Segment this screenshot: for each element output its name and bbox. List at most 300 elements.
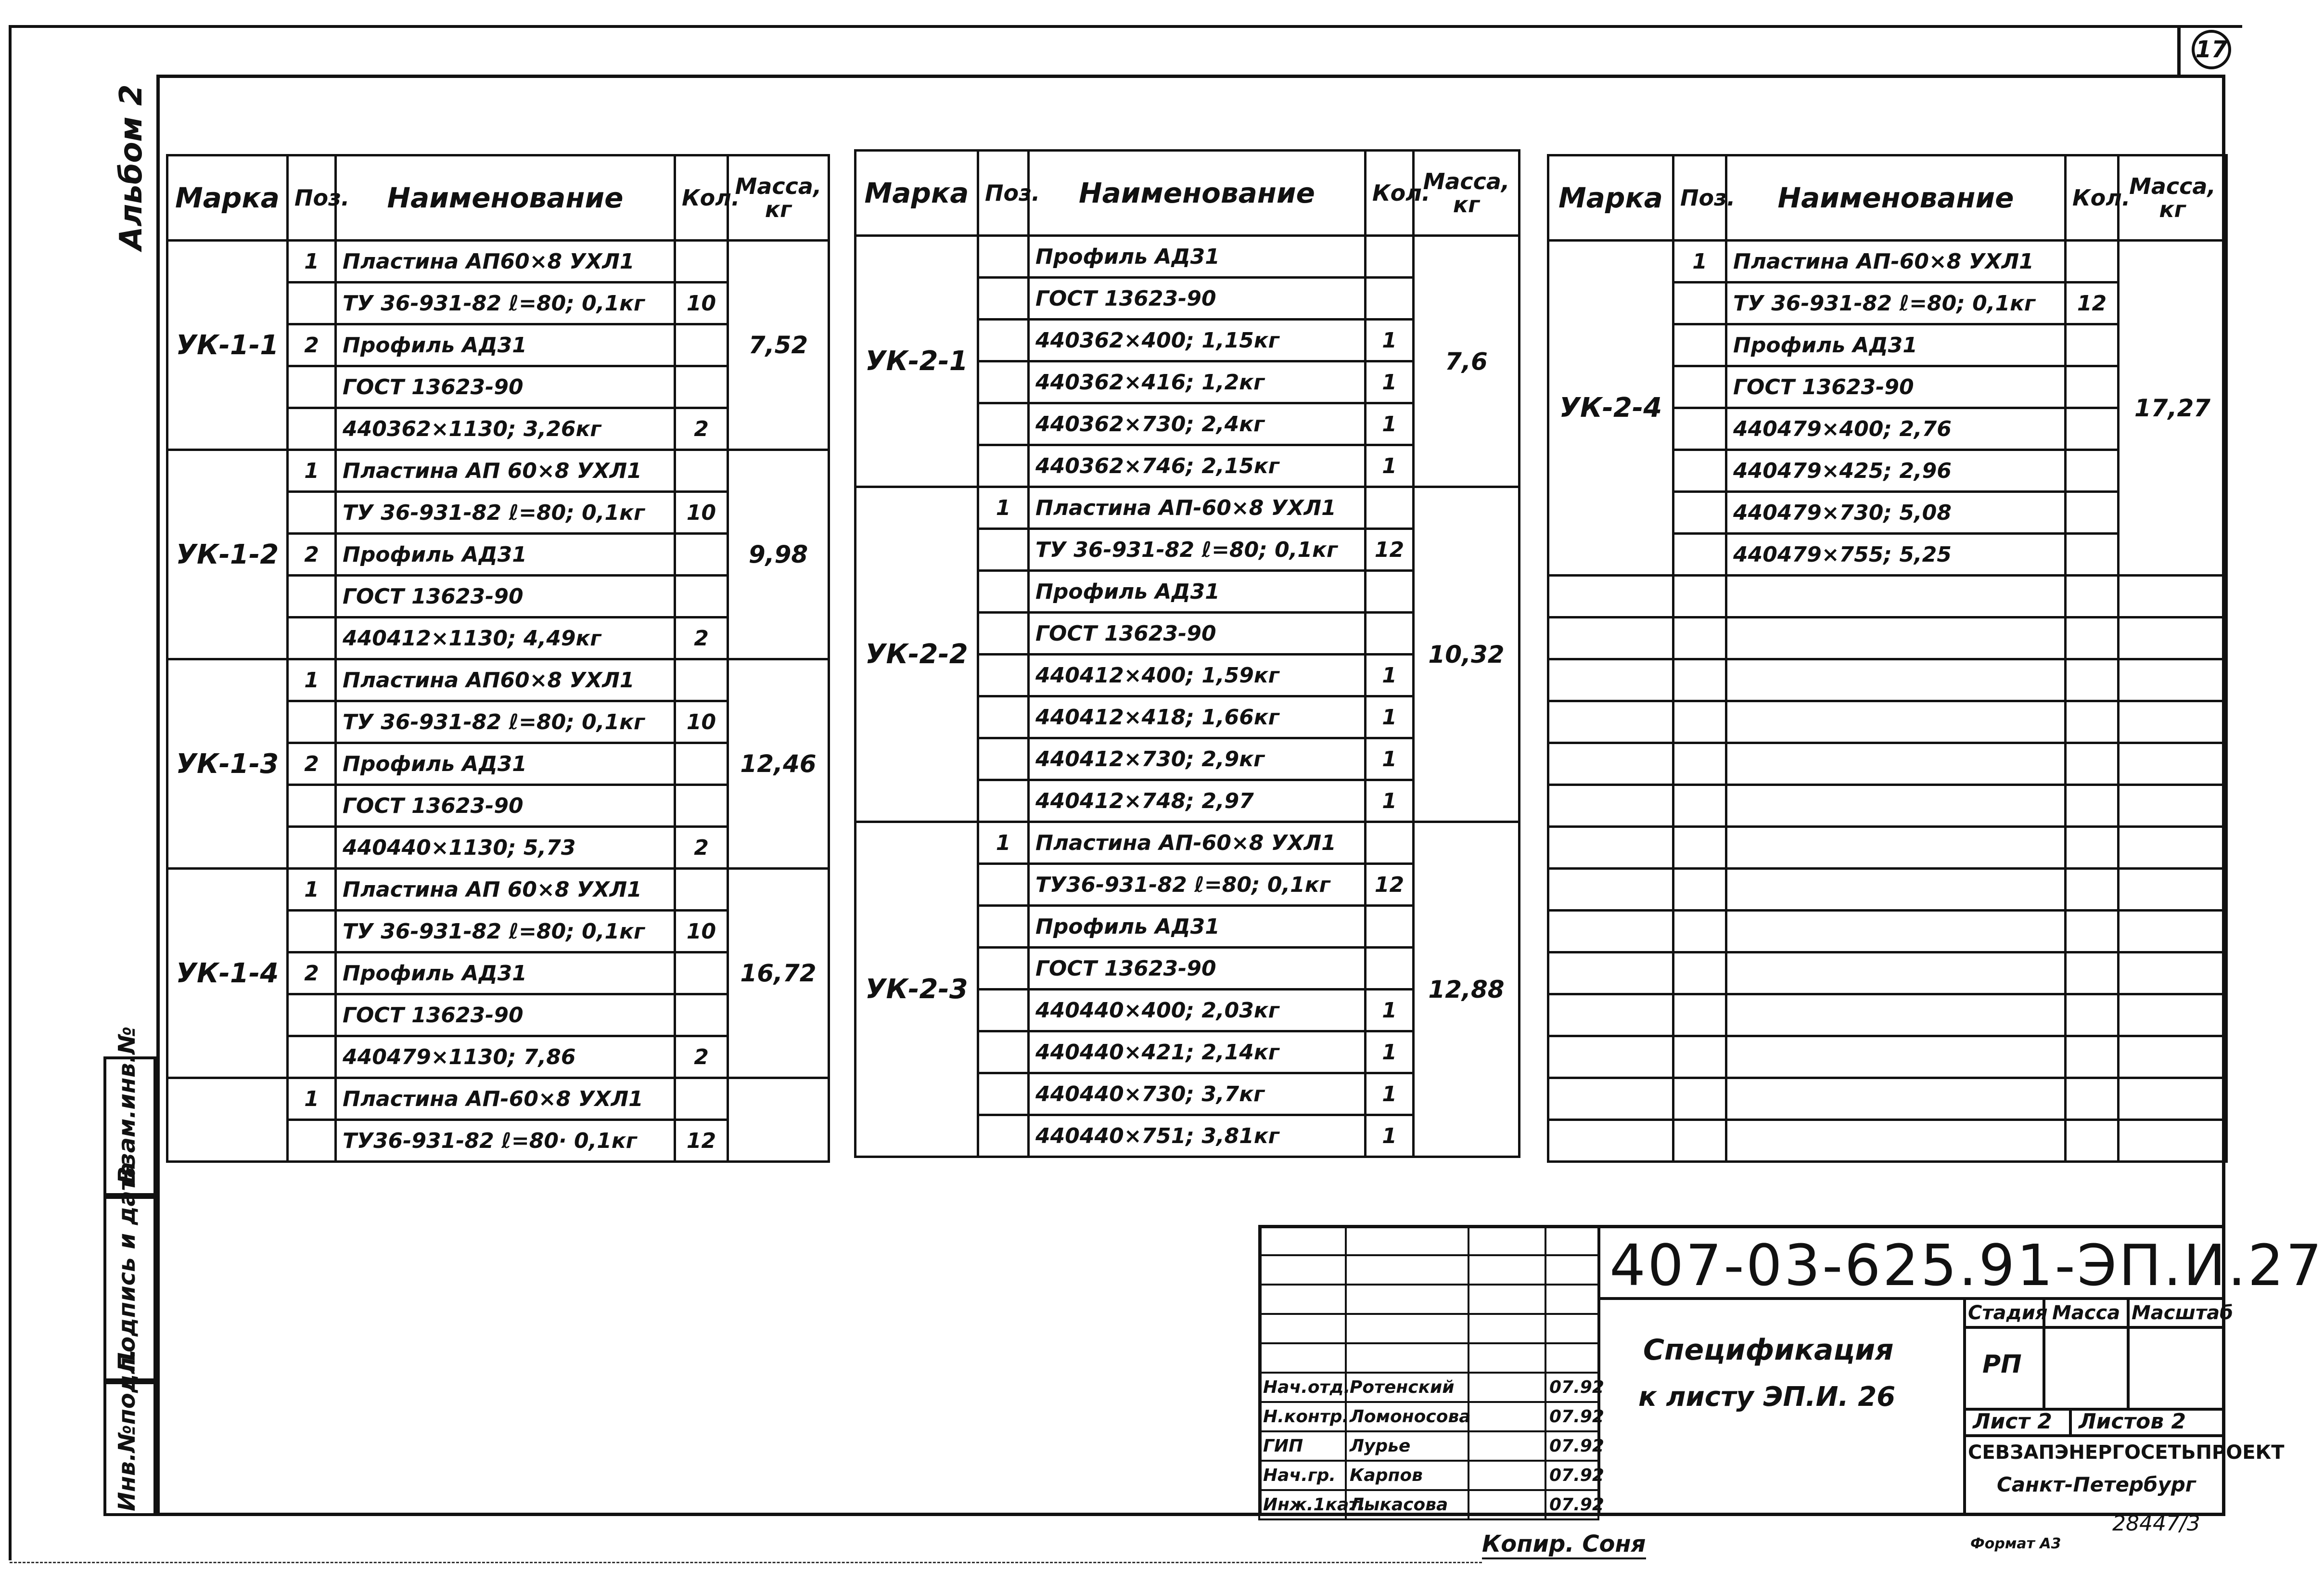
cell-name: Пластина АП-60×8 УХЛ1 (336, 1078, 675, 1120)
empty-cell (1673, 785, 1726, 827)
cell-qty: 1 (1366, 320, 1414, 361)
header-pos: Поз. (1673, 155, 1726, 241)
cell-name: 440440×400; 2,03кг (1029, 990, 1366, 1031)
spec-table-2 (854, 149, 1520, 1158)
cell-pos: 2 (288, 952, 336, 994)
signer-name: Ломоносова (1346, 1402, 1468, 1431)
document-code: 407-03-625.91-ЭП.И.27 (1609, 1232, 2324, 1299)
cell-pos (1673, 324, 1726, 366)
header-mark: Марка (167, 155, 288, 241)
cell-name: Пластина АП-60×8 УХЛ1 (1029, 487, 1366, 529)
cell-name: ТУ36-931-82 ℓ=80· 0,1кг (336, 1120, 675, 1162)
cell-name: Пластина АП60×8 УХЛ1 (336, 241, 675, 283)
stage-header-line (1963, 1326, 2225, 1329)
cell-pos (288, 1120, 336, 1162)
empty-cell (1548, 617, 1673, 659)
cell-qty: 1 (1366, 780, 1414, 822)
cell-qty (1366, 613, 1414, 655)
stamp-blank-row (1259, 1343, 1598, 1373)
signer-date: 07.92 (1545, 1402, 1598, 1431)
sidebar-inv-orig: Инв.№подл. (114, 1349, 140, 1511)
cell-qty (1366, 278, 1414, 320)
cell-pos (978, 278, 1029, 320)
empty-row (1548, 785, 2227, 827)
empty-cell (1726, 576, 2066, 617)
cell-name: ТУ36-931-82 ℓ=80; 0,1кг (1029, 864, 1366, 906)
cell-pos (978, 613, 1029, 655)
cell-mark (167, 1078, 288, 1162)
cell-mass: 16,72 (728, 869, 829, 1078)
empty-cell (1726, 701, 2066, 743)
cell-pos: 1 (288, 241, 336, 283)
cell-name: 440412×748; 2,97 (1029, 780, 1366, 822)
cell-qty (1366, 948, 1414, 990)
cell-qty: 1 (1366, 445, 1414, 487)
empty-cell (1548, 869, 1673, 911)
cell-qty (2066, 450, 2119, 492)
cell-pos (978, 738, 1029, 780)
empty-cell (1673, 1036, 1726, 1078)
empty-cell (1548, 994, 1673, 1036)
empty-cell (1673, 617, 1726, 659)
cell-pos: 1 (288, 1078, 336, 1120)
cell-name: 440362×400; 1,15кг (1029, 320, 1366, 361)
cell-pos (978, 696, 1029, 738)
cell-name: 440479×400; 2,76 (1726, 408, 2066, 450)
cell-pos (978, 1115, 1029, 1157)
empty-cell (1548, 911, 1673, 952)
signer-role: ГИП (1259, 1431, 1346, 1461)
empty-cell (2066, 1078, 2119, 1120)
empty-row (1548, 659, 2227, 701)
cell-qty: 1 (1366, 738, 1414, 780)
sheet-label: Лист 2 (1973, 1409, 2052, 1434)
empty-cell (2066, 869, 2119, 911)
cell-mass: 17,27 (2119, 241, 2227, 576)
header-mass: Масса, кг (728, 155, 829, 241)
empty-cell (2066, 1120, 2119, 1162)
cell-mass: 7,52 (728, 241, 829, 450)
empty-cell (1548, 827, 1673, 869)
stamp-blank-cell (1468, 1226, 1545, 1255)
cell-name: 440412×418; 1,66кг (1029, 696, 1366, 738)
cell-name: 440362×416; 1,2кг (1029, 361, 1366, 403)
archive-number: 28447/3 (2112, 1511, 2200, 1536)
cell-mass: 12,46 (728, 659, 829, 869)
empty-cell (1726, 869, 2066, 911)
empty-row (1548, 827, 2227, 869)
cell-qty (1366, 487, 1414, 529)
cell-qty: 12 (1366, 864, 1414, 906)
cell-qty: 10 (675, 283, 728, 324)
cell-name: 440440×730; 3,7кг (1029, 1073, 1366, 1115)
cell-name: ГОСТ 13623-90 (1029, 613, 1366, 655)
cell-mass: 9,98 (728, 450, 829, 659)
cell-name: 440412×730; 2,9кг (1029, 738, 1366, 780)
empty-row (1548, 701, 2227, 743)
cell-pos: 1 (978, 822, 1029, 864)
cell-qty (675, 869, 728, 911)
cell-qty: 1 (1366, 403, 1414, 445)
cell-pos (288, 366, 336, 408)
cell-name: 440362×1130; 3,26кг (336, 408, 675, 450)
cell-name: ТУ 36-931-82 ℓ=80; 0,1кг (336, 701, 675, 743)
empty-cell (1673, 1120, 1726, 1162)
empty-cell (2119, 659, 2227, 701)
cell-qty (1366, 236, 1414, 278)
cell-pos (978, 403, 1029, 445)
stamp-blank-cell (1346, 1285, 1468, 1314)
signer-signature (1468, 1490, 1545, 1519)
spec-table-1 (166, 154, 830, 1163)
cell-pos (288, 994, 336, 1036)
cell-name: 440479×730; 5,08 (1726, 492, 2066, 534)
cell-name: ТУ 36-931-82 ℓ=80; 0,1кг (1029, 529, 1366, 571)
stamp-blank-cell (1545, 1285, 1598, 1314)
cell-pos (978, 990, 1029, 1031)
cell-name: 440479×755; 5,25 (1726, 534, 2066, 576)
cell-qty (675, 994, 728, 1036)
cell-name: 440440×1130; 5,73 (336, 827, 675, 869)
scale-col-line (2127, 1297, 2130, 1408)
table-row (856, 822, 1520, 864)
empty-cell (2119, 785, 2227, 827)
empty-cell (1548, 659, 1673, 701)
cell-qty: 1 (1366, 1073, 1414, 1115)
cell-pos (978, 780, 1029, 822)
spec-title: Спецификация (1643, 1333, 1894, 1367)
cell-name: ТУ 36-931-82 ℓ=80; 0,1кг (336, 911, 675, 952)
cell-pos: 2 (288, 324, 336, 366)
cell-qty: 2 (675, 1036, 728, 1078)
signer-role: Н.контр. (1259, 1402, 1346, 1431)
empty-cell (2066, 659, 2119, 701)
cell-mark: УК-1-4 (167, 869, 288, 1078)
sheet-bottom-line (1963, 1434, 2225, 1437)
cell-qty: 10 (675, 911, 728, 952)
signer-date: 07.92 (1545, 1373, 1598, 1402)
cell-qty (675, 1078, 728, 1120)
cell-pos (288, 492, 336, 534)
empty-cell (1726, 952, 2066, 994)
table-row (167, 241, 829, 283)
cell-name: Пластина АП-60×8 УХЛ1 (1029, 822, 1366, 864)
cell-qty (2066, 408, 2119, 450)
cell-qty (2066, 366, 2119, 408)
stamp-blank-cell (1259, 1343, 1346, 1373)
cell-qty: 1 (1366, 696, 1414, 738)
empty-cell (1548, 1036, 1673, 1078)
stamp-blank-cell (1259, 1226, 1346, 1255)
scale-label: Масштаб (2132, 1302, 2234, 1324)
empty-cell (2119, 994, 2227, 1036)
cell-pos: 1 (978, 487, 1029, 529)
cell-name: 440362×746; 2,15кг (1029, 445, 1366, 487)
empty-cell (2066, 827, 2119, 869)
cell-pos (288, 827, 336, 869)
stamp-blank-cell (1545, 1343, 1598, 1373)
table-row (167, 450, 829, 492)
empty-cell (1548, 785, 1673, 827)
empty-row (1548, 576, 2227, 617)
table-row (167, 659, 829, 701)
empty-cell (2066, 1036, 2119, 1078)
stamp-blank-cell (1545, 1255, 1598, 1285)
cell-pos (978, 1031, 1029, 1073)
signer-signature (1468, 1431, 1545, 1461)
empty-cell (1673, 659, 1726, 701)
empty-row (1548, 617, 2227, 659)
cell-qty (675, 534, 728, 576)
empty-cell (2066, 701, 2119, 743)
spec-subtitle: к листу ЭП.И. 26 (1638, 1381, 1896, 1413)
cell-name: Профиль АД31 (1726, 324, 2066, 366)
empty-row (1548, 869, 2227, 911)
table-row (856, 487, 1520, 529)
header-mass: Масса, кг (1414, 151, 1520, 236)
empty-cell (1726, 617, 2066, 659)
empty-cell (1726, 994, 2066, 1036)
empty-cell (2119, 952, 2227, 994)
table-header-row (167, 155, 829, 241)
empty-cell (2119, 701, 2227, 743)
mass-label: Масса (2052, 1302, 2120, 1324)
cell-pos (1673, 534, 1726, 576)
cell-qty: 2 (675, 408, 728, 450)
empty-cell (1673, 576, 1726, 617)
empty-cell (1548, 952, 1673, 994)
sheet-number-circle (2192, 30, 2231, 69)
cell-name: ГОСТ 13623-90 (1029, 948, 1366, 990)
album-label: Альбом 2 (114, 84, 149, 250)
left-edge-line (9, 25, 12, 1560)
cell-qty (2066, 492, 2119, 534)
signer-name: Ротенский (1346, 1373, 1468, 1402)
empty-cell (2119, 617, 2227, 659)
empty-cell (1548, 1078, 1673, 1120)
empty-cell (2119, 743, 2227, 785)
cell-pos (288, 617, 336, 659)
signer-row (1259, 1431, 1598, 1461)
cell-mark: УК-2-4 (1548, 241, 1673, 576)
cell-qty (675, 785, 728, 827)
empty-cell (1548, 743, 1673, 785)
stamp-blank-cell (1468, 1255, 1545, 1285)
cell-pos: 2 (288, 743, 336, 785)
cell-name: Профиль АД31 (336, 743, 675, 785)
cell-qty (675, 659, 728, 701)
cell-pos (978, 906, 1029, 948)
org-city: Санкт-Петербург (1997, 1473, 2196, 1496)
stamp-blank-cell (1346, 1226, 1468, 1255)
cell-name: ТУ 36-931-82 ℓ=80; 0,1кг (1726, 283, 2066, 324)
header-name: Наименование (336, 155, 675, 241)
stamp-blank-cell (1259, 1285, 1346, 1314)
empty-row (1548, 743, 2227, 785)
empty-cell (1673, 911, 1726, 952)
stamp-blank-cell (1545, 1314, 1598, 1343)
cell-qty (1366, 822, 1414, 864)
cell-pos (978, 529, 1029, 571)
stage-col-line (1963, 1297, 1966, 1516)
empty-cell (2119, 1036, 2227, 1078)
sheet-number: 17 (2195, 36, 2228, 63)
stamp-blank-row (1259, 1314, 1598, 1343)
cell-mass (728, 1078, 829, 1162)
cell-pos (288, 408, 336, 450)
stamp-blank-row (1259, 1226, 1598, 1255)
cell-pos (978, 571, 1029, 613)
empty-cell (1726, 827, 2066, 869)
empty-cell (1726, 743, 2066, 785)
cell-name: Профиль АД31 (336, 952, 675, 994)
signer-role: Нач.гр. (1259, 1461, 1346, 1490)
empty-row (1548, 911, 2227, 952)
cell-pos (978, 948, 1029, 990)
cell-mark: УК-2-1 (856, 236, 978, 487)
cell-qty (1366, 906, 1414, 948)
stamp-blank-cell (1259, 1255, 1346, 1285)
signer-name: Карпов (1346, 1461, 1468, 1490)
cell-name: Профиль АД31 (1029, 906, 1366, 948)
cell-name: Пластина АП 60×8 УХЛ1 (336, 869, 675, 911)
header-qty: Кол. (2066, 155, 2119, 241)
stamp-blank-cell (1468, 1343, 1545, 1373)
cell-name: Пластина АП-60×8 УХЛ1 (1726, 241, 2066, 283)
cell-qty: 1 (1366, 990, 1414, 1031)
cell-qty: 12 (2066, 283, 2119, 324)
cell-qty: 1 (1366, 1115, 1414, 1157)
cell-name: ТУ 36-931-82 ℓ=80; 0,1кг (336, 283, 675, 324)
signer-role: Инж.1кат. (1259, 1490, 1346, 1519)
signer-signature (1468, 1461, 1545, 1490)
cell-pos (1673, 283, 1726, 324)
table-header-row (1548, 155, 2227, 241)
sheet-col-line (2069, 1408, 2072, 1434)
empty-cell (1726, 911, 2066, 952)
cell-qty (675, 576, 728, 617)
empty-row (1548, 1078, 2227, 1120)
empty-cell (2066, 617, 2119, 659)
cell-name: ГОСТ 13623-90 (336, 576, 675, 617)
cell-pos (288, 701, 336, 743)
empty-cell (1673, 1078, 1726, 1120)
empty-cell (1673, 701, 1726, 743)
empty-cell (2119, 1078, 2227, 1120)
signer-name: Лыкасова (1346, 1490, 1468, 1519)
cell-pos: 1 (1673, 241, 1726, 283)
signer-row (1259, 1373, 1598, 1402)
stamp-blank-cell (1545, 1226, 1598, 1255)
cell-pos (1673, 408, 1726, 450)
empty-cell (2119, 827, 2227, 869)
cell-name: 440440×751; 3,81кг (1029, 1115, 1366, 1157)
cell-mark: УК-2-2 (856, 487, 978, 822)
stamp-blank-row (1259, 1285, 1598, 1314)
cell-pos (978, 445, 1029, 487)
spec-table-3 (1547, 154, 2228, 1163)
sidebar-sign-date: Подпись и дата (114, 1162, 140, 1372)
cell-pos: 2 (288, 534, 336, 576)
cell-qty (2066, 534, 2119, 576)
cell-name: ГОСТ 13623-90 (1726, 366, 2066, 408)
cell-mark: УК-1-2 (167, 450, 288, 659)
signer-row (1259, 1461, 1598, 1490)
cell-pos: 1 (288, 450, 336, 492)
cell-name: 440412×1130; 4,49кг (336, 617, 675, 659)
cell-pos: 1 (288, 869, 336, 911)
empty-cell (1673, 869, 1726, 911)
cell-pos (288, 785, 336, 827)
signer-name: Лурье (1346, 1431, 1468, 1461)
signer-date: 07.92 (1545, 1431, 1598, 1461)
cell-qty: 1 (1366, 361, 1414, 403)
table-row (167, 869, 829, 911)
cell-name: ГОСТ 13623-90 (1029, 278, 1366, 320)
stamp-blank-cell (1346, 1255, 1468, 1285)
empty-cell (1548, 1120, 1673, 1162)
header-qty: Кол. (1366, 151, 1414, 236)
empty-cell (2066, 785, 2119, 827)
cell-qty: 2 (675, 617, 728, 659)
stamp-blank-cell (1259, 1314, 1346, 1343)
cell-name: Пластина АП60×8 УХЛ1 (336, 659, 675, 701)
empty-cell (2066, 911, 2119, 952)
cell-pos (1673, 366, 1726, 408)
header-mark: Марка (856, 151, 978, 236)
cell-mark: УК-1-3 (167, 659, 288, 869)
stamp-blank-cell (1346, 1314, 1468, 1343)
cell-name: 440362×730; 2,4кг (1029, 403, 1366, 445)
cell-qty (675, 241, 728, 283)
cell-pos (288, 911, 336, 952)
empty-cell (1673, 994, 1726, 1036)
cell-qty: 1 (1366, 1031, 1414, 1073)
table-row (856, 236, 1520, 278)
cell-name: 440412×400; 1,59кг (1029, 655, 1366, 696)
empty-cell (2119, 1120, 2227, 1162)
sidebar-inv-ref: Взам.инв.№ (114, 1026, 140, 1184)
signer-row (1259, 1490, 1598, 1519)
signer-signature (1468, 1402, 1545, 1431)
stamp-blank-cell (1346, 1343, 1468, 1373)
header-mark: Марка (1548, 155, 1673, 241)
empty-row (1548, 994, 2227, 1036)
cell-name: Профиль АД31 (336, 534, 675, 576)
cell-qty: 10 (675, 701, 728, 743)
top-border-line (10, 25, 2242, 28)
cell-qty: 12 (1366, 529, 1414, 571)
bottom-dashed-line (10, 1562, 1482, 1563)
cell-qty (2066, 324, 2119, 366)
cell-qty (675, 450, 728, 492)
cell-mass: 7,6 (1414, 236, 1520, 487)
header-mass: Масса, кг (2119, 155, 2227, 241)
empty-cell (1726, 1078, 2066, 1120)
empty-cell (2119, 869, 2227, 911)
cell-qty: 10 (675, 492, 728, 534)
empty-cell (1726, 1120, 2066, 1162)
empty-cell (1673, 952, 1726, 994)
stage-label: Стадия (1968, 1302, 2048, 1324)
stage-value: РП (1982, 1350, 2022, 1379)
cell-name: ГОСТ 13623-90 (336, 994, 675, 1036)
empty-cell (1726, 785, 2066, 827)
empty-row (1548, 952, 2227, 994)
cell-qty (675, 952, 728, 994)
empty-cell (1548, 576, 1673, 617)
empty-cell (1548, 701, 1673, 743)
